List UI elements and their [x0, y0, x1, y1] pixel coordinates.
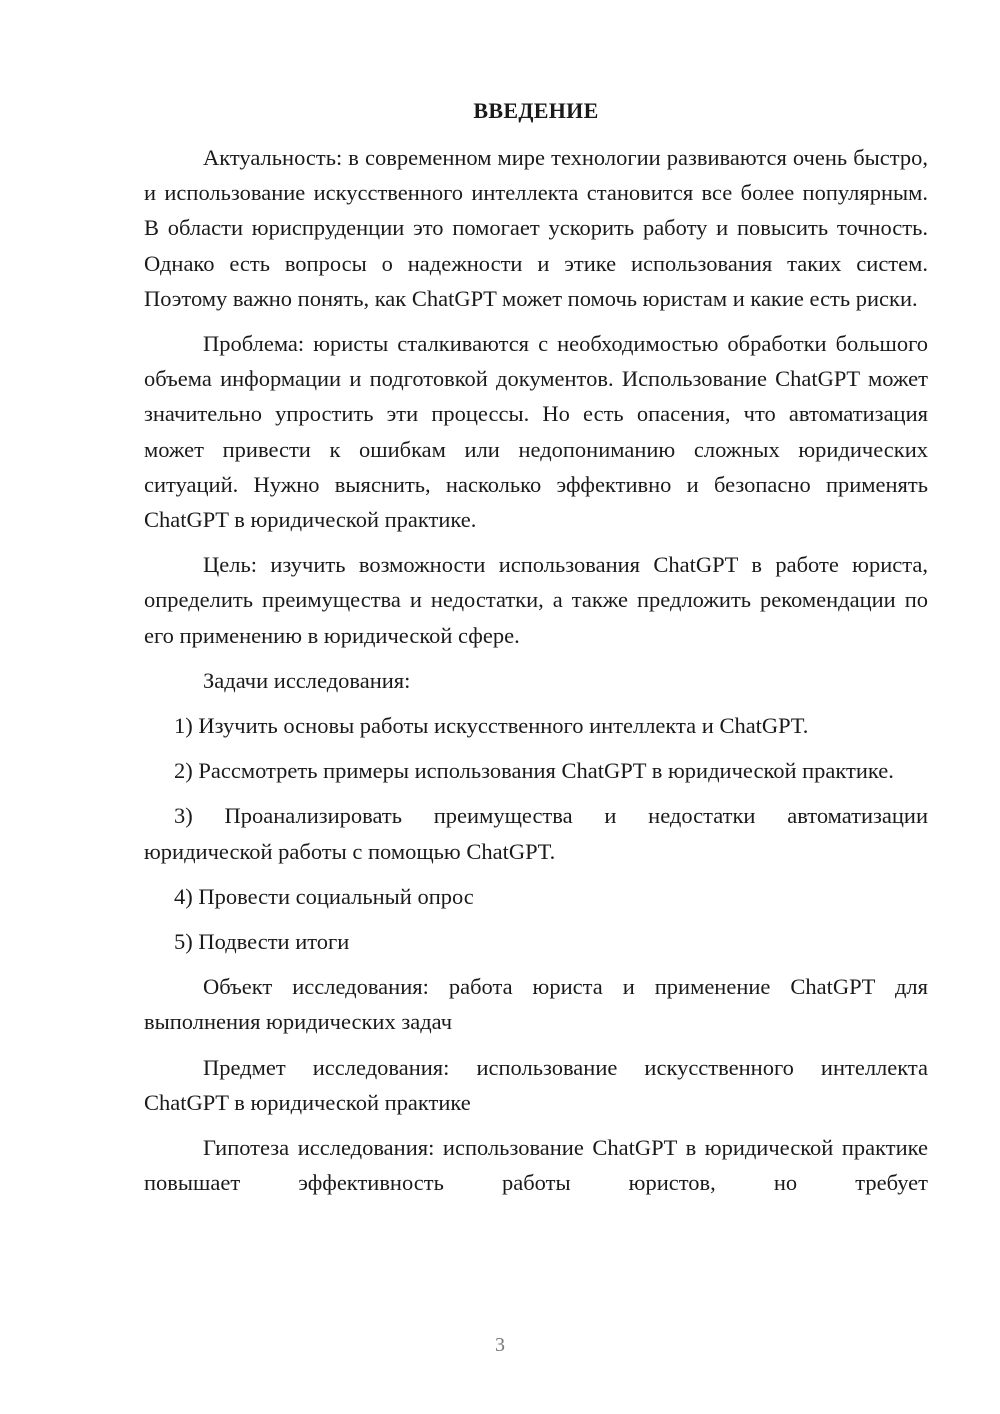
- page-number: 3: [495, 1334, 505, 1356]
- task-item-2: 2) Рассмотреть примеры использования ChatGPT в юридической практике.: [174, 758, 894, 784]
- paragraph-goal: Цель: изучить возможности использования ChatGPT в работе юриста, определить преимущества и недостатки, а также предложить рекомендации по его применению в юридической сфере.: [144, 552, 928, 648]
- paragraph-problem: Проблема: юристы сталкиваются с необходимостью обработки большого объема информации и подготовкой документов. Использование ChatGPT может значительно упростить эти процессы. Но есть опасения, что автоматизация может привести к ошибкам или недопониманию сложных юридических ситуаций. Нужно выяснить, насколько эффективно и безопасно применять ChatGPT в юридической практике.: [144, 331, 928, 533]
- paragraph-tasks-heading: Задачи исследования:: [203, 667, 411, 693]
- page-content: [144, 96, 928, 1210]
- paragraph-relevance: Актуальность: в современном мире технологии развиваются очень быстро, и использование искусственного интеллекта становится все более популярным. В области юриспруденции это помогает ускорить работу и повысить точность. Однако есть вопросы о надежности и этике использования таких систем. Поэтому важно понять, как ChatGPT может помочь юристам и какие есть риски.: [144, 145, 928, 311]
- section-title: ВВЕДЕНИЕ: [473, 98, 599, 123]
- task-item-4: 4) Провести социальный опрос: [174, 883, 474, 909]
- task-item-3: 3) Проанализировать преимущества и недостатки автоматизации юридической работы с помощью ChatGPT.: [144, 803, 928, 864]
- task-item-5: 5) Подвести итоги: [174, 929, 350, 955]
- paragraph-object: Объект исследования: работа юриста и применение ChatGPT для выполнения юридических задач: [144, 974, 928, 1035]
- paragraph-hypothesis: Гипотеза исследования: использование ChatGPT в юридической практике повышает эффективность работы юристов, но требует: [144, 1135, 928, 1196]
- task-item-1: 1) Изучить основы работы искусственного интеллекта и ChatGPT.: [174, 713, 809, 739]
- paragraph-subject: Предмет исследования: использование искусственного интеллекта ChatGPT в юридической практике: [144, 1054, 928, 1115]
